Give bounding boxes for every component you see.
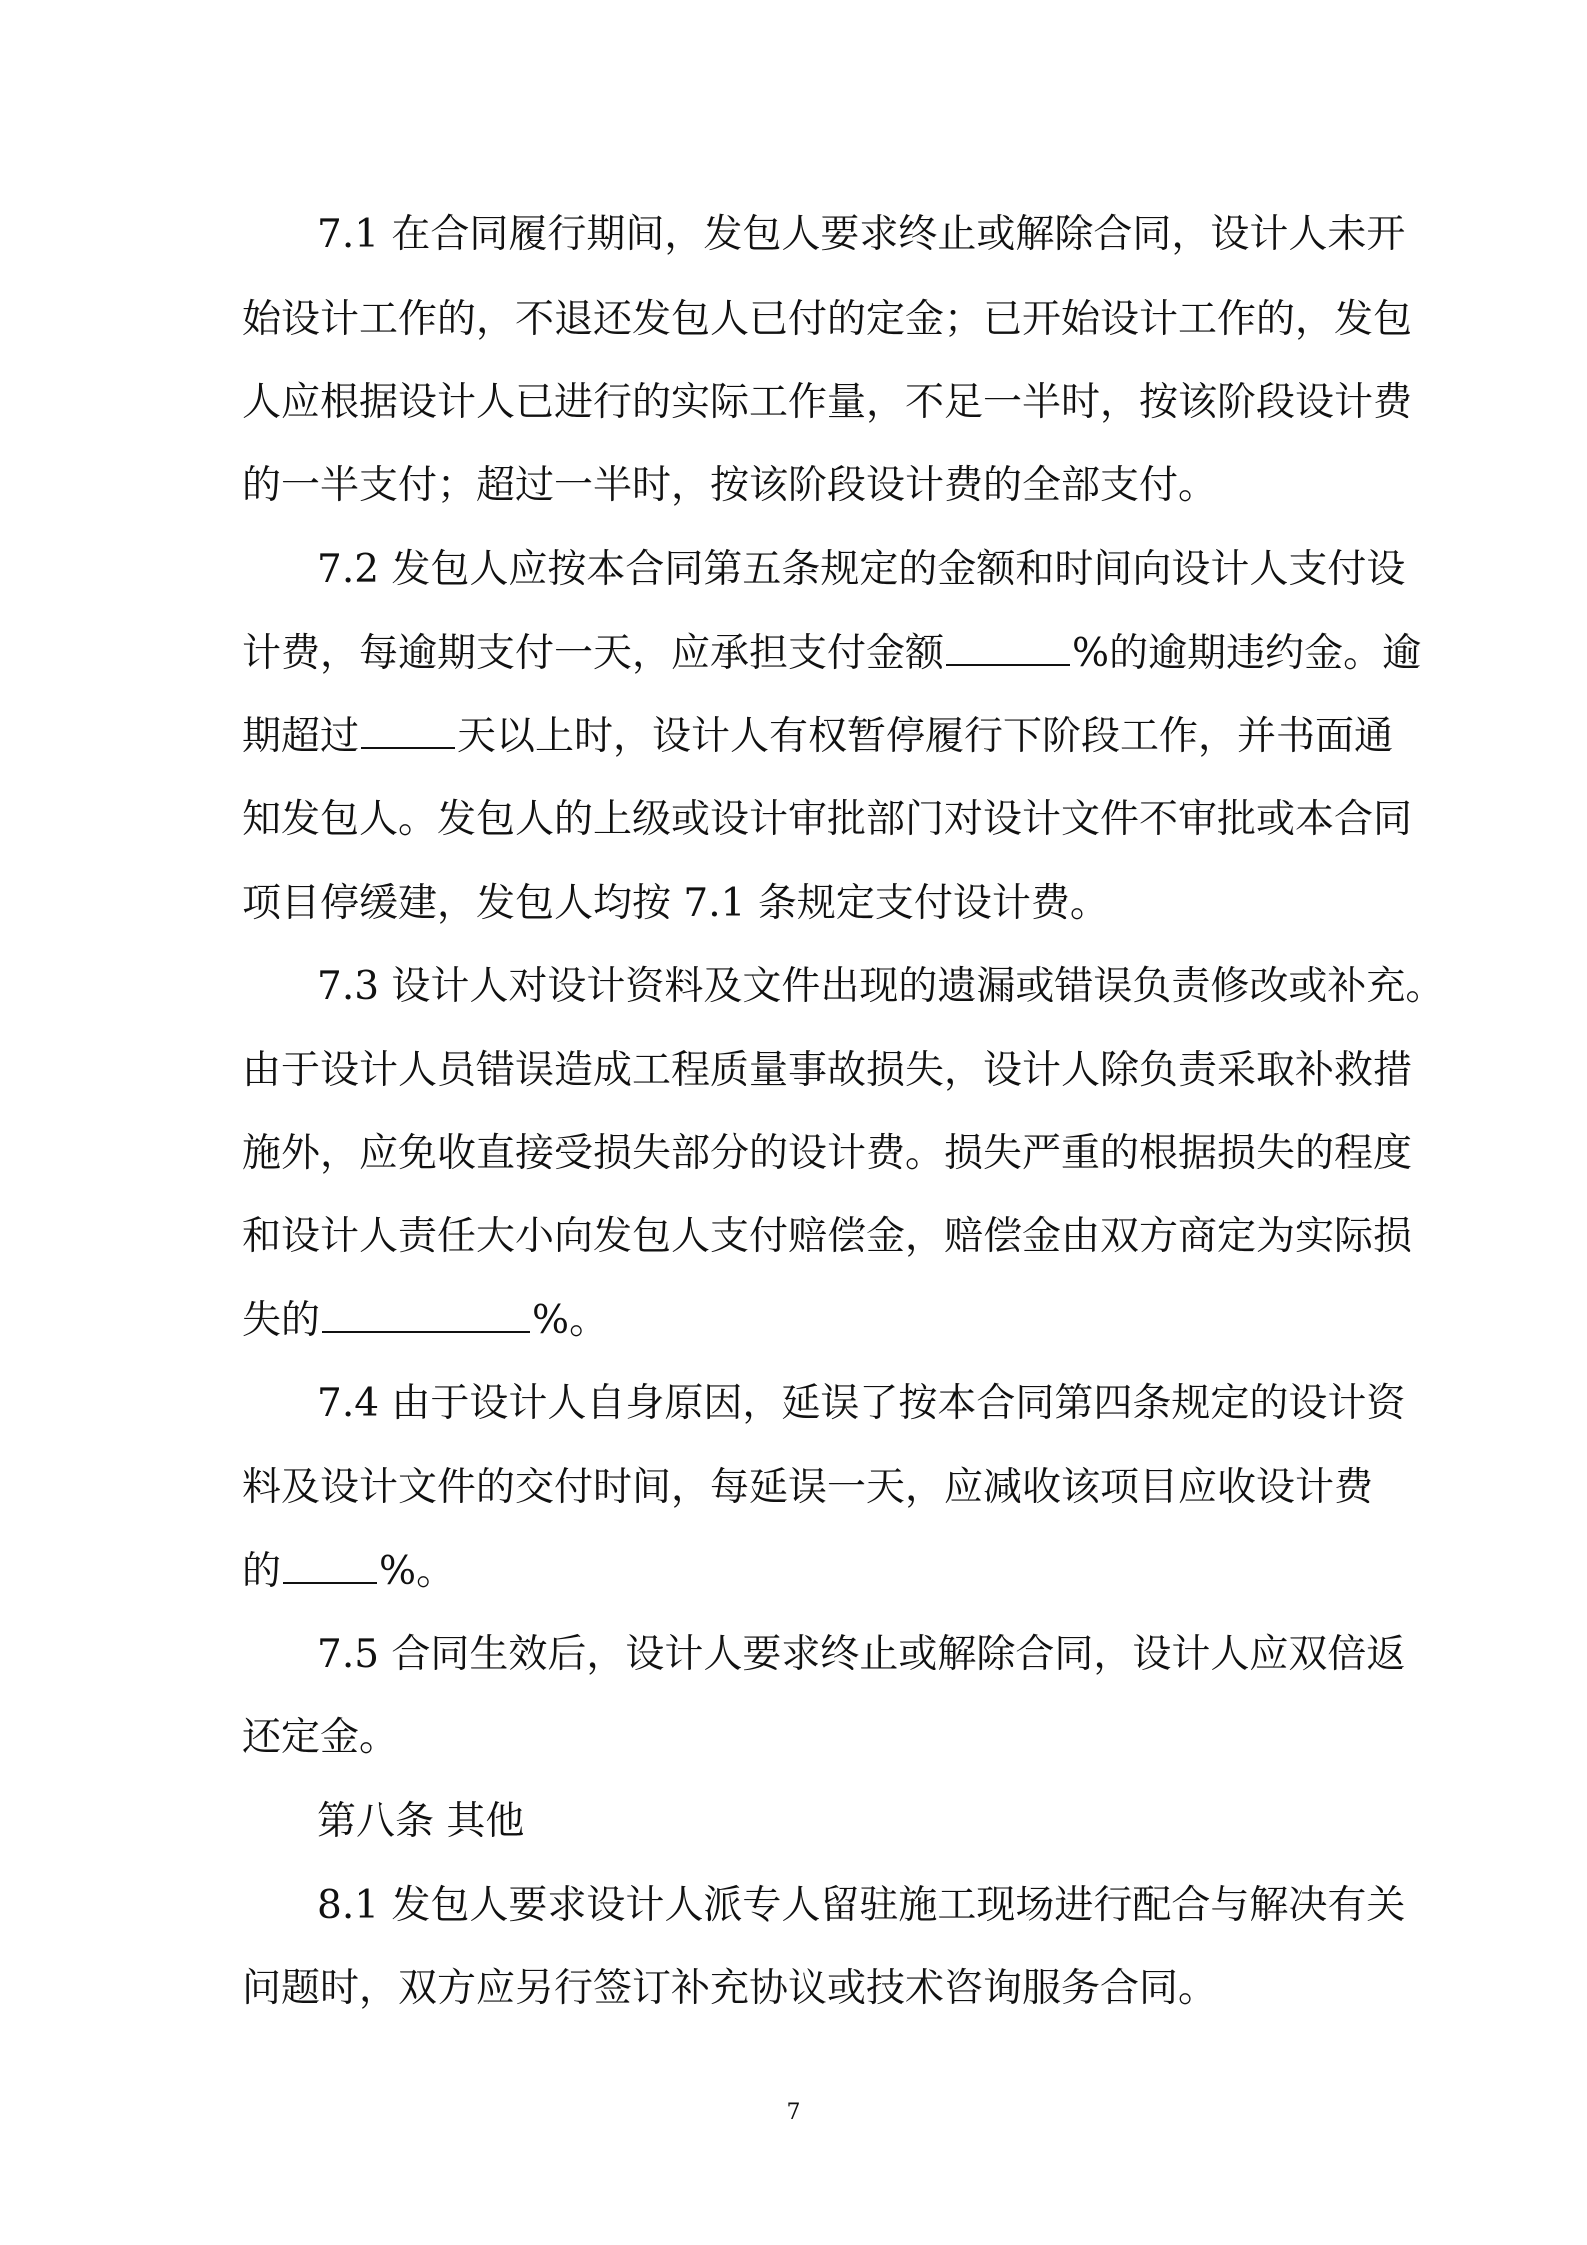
clause-7-2-line-3-text-a: 期超过 xyxy=(242,714,360,759)
overdue-days-blank xyxy=(361,709,455,749)
clause-8-1-line-2: 问题时，双方应另行签订补充协议或技术咨询服务合同。 xyxy=(242,1966,1218,2011)
page-number: 7 xyxy=(786,2100,801,2125)
clause-7-2-line-2-text-b: %的逾期违约金。逾 xyxy=(1072,631,1422,676)
clause-7-2-line-2-text-a: 计费，每逾期支付一天，应承担支付金额 xyxy=(242,631,945,676)
clause-8-1-line-1: 8.1 发包人要求设计人派专人留驻施工现场进行配合与解决有关 xyxy=(317,1883,1406,1928)
fee-reduction-rate-blank xyxy=(283,1544,377,1584)
clause-7-2-line-1: 7.2 发包人应按本合同第五条规定的金额和时间向设计人支付设 xyxy=(317,547,1406,592)
clause-7-2-line-3-text-b: 天以上时，设计人有权暂停履行下阶段工作，并书面通 xyxy=(457,714,1394,759)
clause-7-4-line-3 xyxy=(242,1542,1362,1602)
clause-7-3-line-3: 施外，应免收直接受损失部分的设计费。损失严重的根据损失的程度 xyxy=(242,1131,1413,1176)
clause-7-3-line-4: 和设计人责任大小向发包人支付赔偿金，赔偿金由双方商定为实际损 xyxy=(242,1214,1413,1259)
clause-7-3-line-5-text-a: 失的 xyxy=(242,1298,321,1343)
clause-7-3-line-1: 7.3 设计人对设计资料及文件出现的遗漏或错误负责修改或补充。 xyxy=(317,964,1445,1009)
clause-7-5-line-1: 7.5 合同生效后，设计人要求终止或解除合同，设计人应双倍返 xyxy=(317,1632,1406,1677)
clause-7-3-line-5-text-b: %。 xyxy=(532,1298,609,1343)
clause-7-2-line-3 xyxy=(242,707,1394,767)
clause-7-1-line-2: 始设计工作的，不退还发包人已付的定金；已开始设计工作的，发包 xyxy=(242,297,1413,342)
clause-7-5-line-2: 还定金。 xyxy=(242,1715,399,1760)
clause-7-2-line-2 xyxy=(242,624,1422,684)
clause-7-4-line-3-text-b: %。 xyxy=(379,1549,456,1594)
clause-7-2-line-5: 项目停缓建，发包人均按 7.1 条规定支付设计费。 xyxy=(242,881,1109,926)
clause-7-3-line-2: 由于设计人员错误造成工程质量事故损失，设计人除负责采取补救措 xyxy=(242,1048,1413,1093)
clause-7-4-line-2: 料及设计文件的交付时间，每延误一天，应减收该项目应收设计费 xyxy=(242,1465,1374,1510)
clause-7-3-line-5 xyxy=(242,1291,1362,1351)
clause-7-1-line-3: 人应根据设计人已进行的实际工作量，不足一半时，按该阶段设计费 xyxy=(242,380,1413,425)
clause-7-1-line-4: 的一半支付；超过一半时，按该阶段设计费的全部支付。 xyxy=(242,463,1218,508)
clause-7-4-line-1: 7.4 由于设计人自身原因，延误了按本合同第四条规定的设计资 xyxy=(317,1381,1406,1426)
clause-7-2-line-4: 知发包人。发包人的上级或设计审批部门对设计文件不审批或本合同 xyxy=(242,797,1413,842)
penalty-rate-blank xyxy=(946,626,1070,666)
clause-7-1-line-1: 7.1 在合同履行期间，发包人要求终止或解除合同，设计人未开 xyxy=(317,212,1406,257)
clause-7-4-line-3-text-a: 的 xyxy=(242,1549,282,1594)
article-8-heading: 第八条 其他 xyxy=(317,1799,525,1844)
compensation-rate-blank xyxy=(322,1293,530,1333)
